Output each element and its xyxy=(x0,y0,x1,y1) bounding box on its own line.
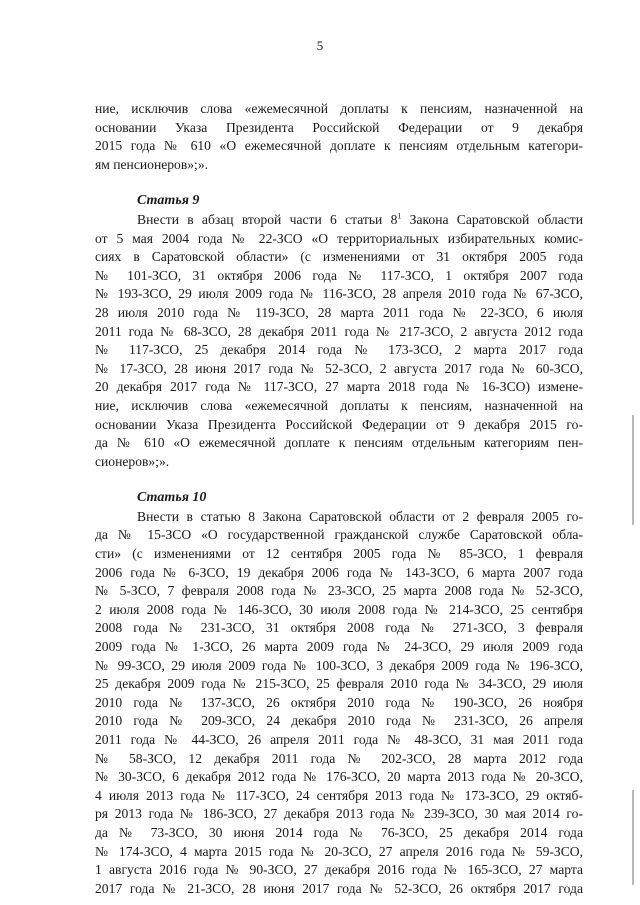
superscript: 1 xyxy=(397,211,402,221)
text-line: 1 августа 2016 года № 90-ЗСО, 27 декабря 2016 года № 165-ЗСО, 27 марта xyxy=(95,862,583,878)
scan-edge-mark xyxy=(632,415,634,525)
text-line: сионеров»;». xyxy=(95,453,170,469)
text-line: ям пенсионеров»;». xyxy=(95,156,209,172)
page-number: 5 xyxy=(316,38,324,53)
text-line: 2009 года № 1-ЗСО, 26 марта 2009 года № 24-ЗСО, 29 июля 2009 года xyxy=(95,639,583,655)
text-line: № 117-ЗСО, 25 декабря 2014 года № 173-ЗСО, 2 марта 2017 года xyxy=(95,342,583,358)
text-line: № 99-ЗСО, 29 июля 2009 года № 100-ЗСО, 3 декабря 2009 года № 196-ЗСО, xyxy=(95,657,583,673)
text-line: № 174-ЗСО, 4 марта 2015 года № 20-ЗСО, 27 апреля 2016 года № 59-ЗСО, xyxy=(95,843,583,859)
paragraph-continuation xyxy=(95,100,583,174)
scan-edge-mark xyxy=(632,790,634,885)
text-line: 4 июля 2013 года № 117-ЗСО, 24 сентября 2013 года № 173-ЗСО, 29 октяб- xyxy=(95,787,583,803)
text-line: 20 декабря 2017 года № 117-ЗСО, 27 марта 2018 года № 16-ЗСО) измене- xyxy=(95,379,583,395)
text-line: 2010 года № 209-ЗСО, 24 декабря 2010 года № 231-ЗСО, 26 апреля xyxy=(95,713,583,729)
text-line xyxy=(95,211,583,230)
text-line: 2008 года № 231-ЗСО, 31 октября 2008 года № 271-ЗСО, 3 февраля xyxy=(95,620,583,636)
text-line: № 5-ЗСО, 7 февраля 2008 года № 23-ЗСО, 25 марта 2008 года № 52-ЗСО, xyxy=(95,583,583,599)
text-line: № 58-ЗСО, 12 декабря 2011 года № 202-ЗСО, 28 марта 2012 года xyxy=(95,750,583,766)
text-fragment: Внести в абзац второй части 6 статьи 8 xyxy=(137,211,398,227)
article-heading: Статья 10 xyxy=(137,490,207,506)
text-fragment: Закона Саратовской области xyxy=(401,211,583,227)
text-line: 2017 года № 21-ЗСО, 28 июня 2017 года № 52-ЗСО, 26 октября 2017 года xyxy=(95,880,583,896)
text-line: основании Указа Президента Российской Федерации от 9 декабря 2015 го- xyxy=(95,416,583,432)
text-line: 25 декабря 2009 года № 215-ЗСО, 25 февраля 2010 года № 34-ЗСО, 29 июля xyxy=(95,676,583,692)
text-line: да № 73-ЗСО, 30 июня 2014 года № 76-ЗСО, 25 декабря 2014 года xyxy=(95,824,583,840)
text-line: 2015 года № 610 «О ежемесячной доплате к пенсиям отдельным категори- xyxy=(95,138,583,154)
text-line: сиях в Саратовской области» (с изменениями от 31 октября 2005 года xyxy=(95,249,583,265)
text-line: 28 июля 2010 года № 119-ЗСО, 28 марта 2011 года № 22-ЗСО, 6 июля xyxy=(95,304,583,320)
document-body xyxy=(95,100,583,898)
text-line: № 193-ЗСО, 29 июля 2009 года № 116-ЗСО, 28 апреля 2010 года № 67-ЗСО, xyxy=(95,286,583,302)
text-line: № 17-ЗСО, 28 июня 2017 года № 52-ЗСО, 2 августа 2017 года № 60-ЗСО, xyxy=(95,360,583,376)
text-line: Внести в статью 8 Закона Саратовской области от 2 февраля 2005 го- xyxy=(137,508,583,524)
text-line: ние, исключив слова «ежемесячной доплаты к пенсиям, назначенной на xyxy=(95,397,583,413)
text-line: 2006 года № 6-ЗСО, 19 декабря 2006 года № 143-ЗСО, 6 марта 2007 года xyxy=(95,564,583,580)
article-10 xyxy=(95,489,583,898)
text-line: 2011 года № 68-ЗСО, 28 декабря 2011 года № 217-ЗСО, 2 августа 2012 года xyxy=(95,323,583,339)
text-line: основании Указа Президента Российской Федерации от 9 декабря xyxy=(95,119,583,135)
text-line: да № 15-ЗСО «О государственной гражданской службе Саратовской обла- xyxy=(95,527,583,543)
text-line: ря 2013 года № 186-ЗСО, 27 декабря 2013 года № 239-ЗСО, 30 мая 2014 го- xyxy=(95,806,583,822)
text-line: № 30-ЗСО, 6 декабря 2012 года № 176-ЗСО, 20 марта 2013 года № 20-ЗСО, xyxy=(95,769,583,785)
text-line: ние, исключив слова «ежемесячной доплаты к пенсиям, назначенной на xyxy=(95,101,583,116)
text-line: от 5 мая 2004 года № 22-ЗСО «О территориальных избирательных комис- xyxy=(95,230,583,246)
text-line: да № 610 «О ежемесячной доплате к пенсиям отдельным категориям пен- xyxy=(95,435,583,451)
text-line: 2011 года № 44-ЗСО, 26 апреля 2011 года № 48-ЗСО, 31 мая 2011 года xyxy=(95,732,583,747)
article-9 xyxy=(95,192,583,471)
text-line: 2 июля 2008 года № 146-ЗСО, 30 июля 2008 года № 214-ЗСО, 25 сентября xyxy=(95,601,583,617)
text-line: № 101-ЗСО, 31 октября 2006 года № 117-ЗСО, 1 октября 2007 года xyxy=(95,267,583,283)
text-line: 2010 года № 137-ЗСО, 26 октября 2010 года № 190-ЗСО, 26 ноября xyxy=(95,694,583,710)
article-heading: Статья 9 xyxy=(137,193,200,209)
text-line: сти» (с изменениями от 12 сентября 2005 года № 85-ЗСО, 1 февраля xyxy=(95,546,583,562)
